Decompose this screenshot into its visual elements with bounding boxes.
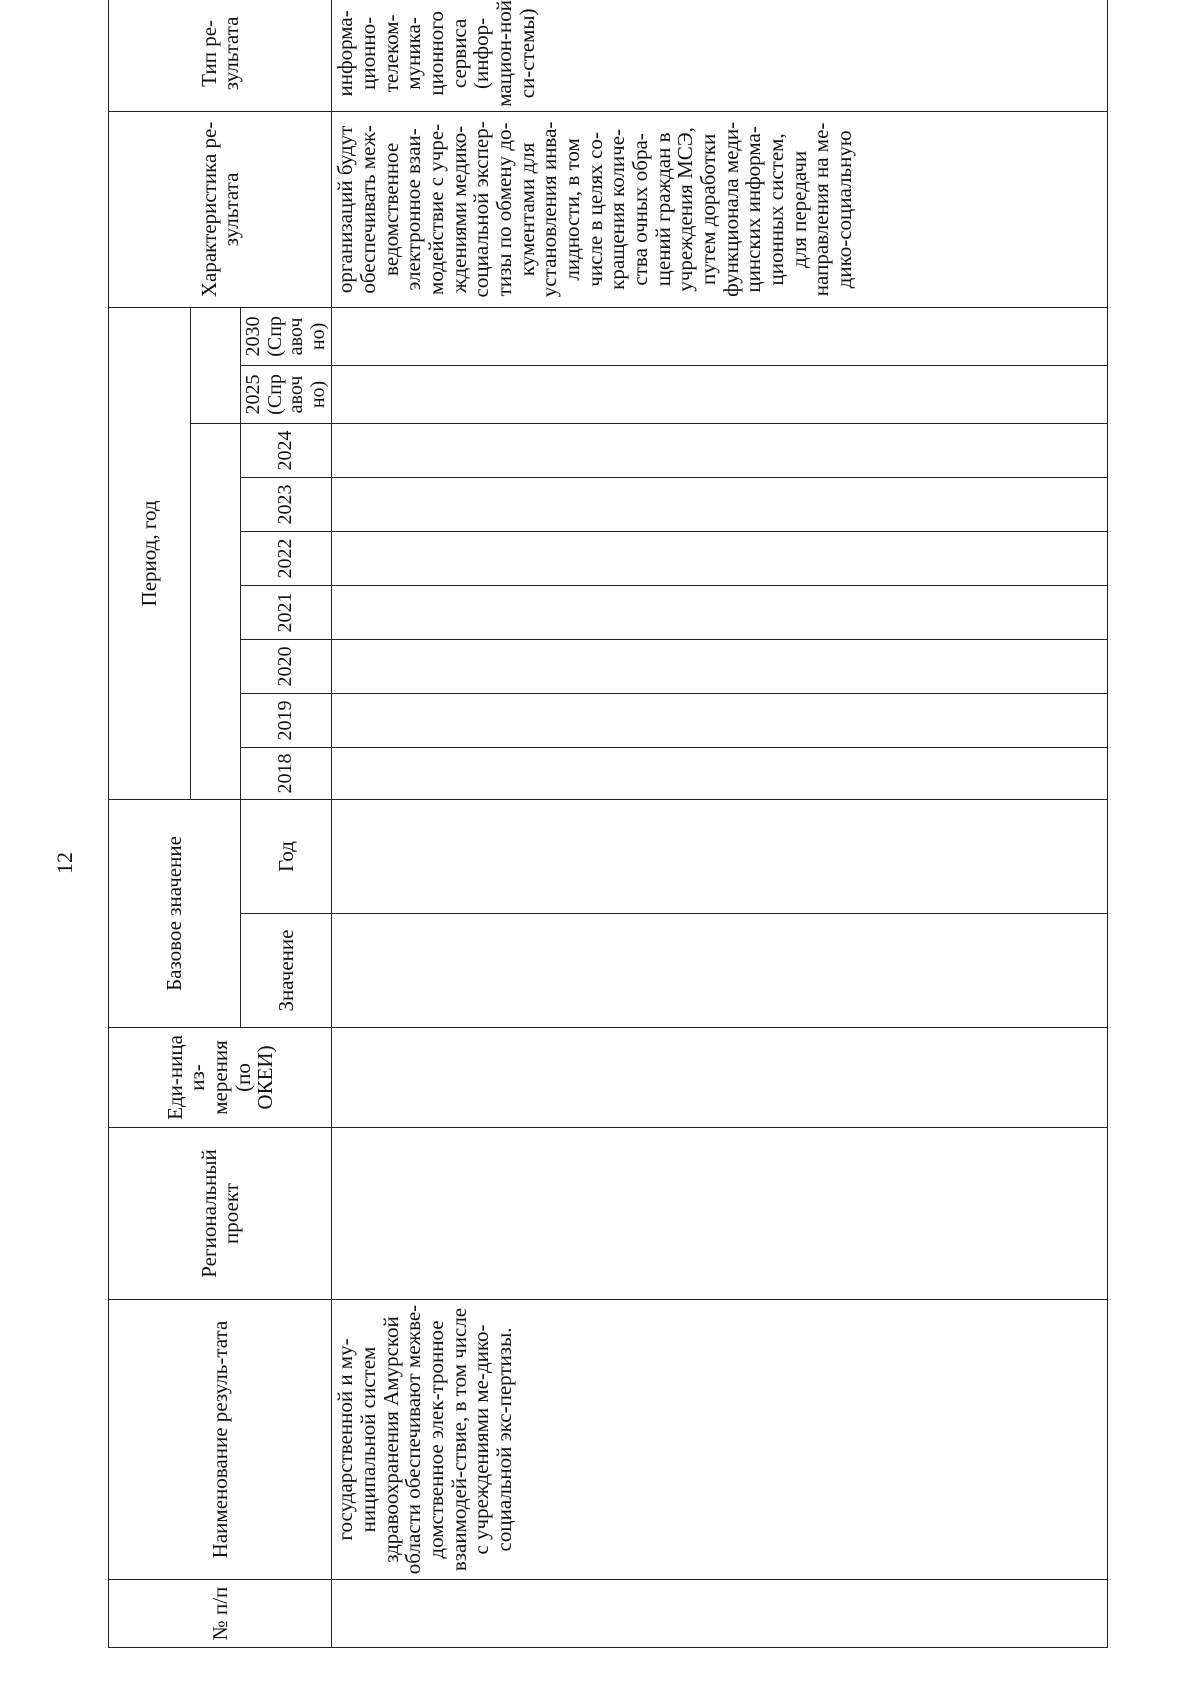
cell-num (332, 1580, 1108, 1648)
cell-base-value (332, 914, 1108, 1028)
page-number: 12 (52, 852, 77, 874)
rotated-table-sheet (108, 0, 1108, 1648)
period-spacer-2 (191, 307, 241, 423)
cell-year (332, 585, 1108, 639)
cell-year (332, 693, 1108, 747)
cell-characteristic: организаций будут обеспечивать меж-ведомственное электронное взаи-модействие с учре-ждениями медико-социальной экспер-тизы по обмену до-кументами для установления инва-лидности, в том числе в целях со-кращения количе-ства очных обра-щений граждан в учреждения МСЭ, путем доработки функционала меди-цинских информа-ционных систем, для передачи направления на ме-дико-социальную (332, 111, 1108, 307)
header-year: 2023 (241, 477, 332, 531)
header-year: 2022 (241, 531, 332, 585)
header-project: Региональный проект (109, 1128, 332, 1300)
cell-year (332, 307, 1108, 365)
header-base-value: Значение (241, 914, 332, 1028)
header-name: Наименование резуль-тата (109, 1300, 332, 1580)
header-year: 2030 (Спр авоч но) (241, 307, 332, 365)
cell-project (332, 1128, 1108, 1300)
header-year: 2019 (241, 693, 332, 747)
header-base-year: Год (241, 799, 332, 913)
cell-year (332, 747, 1108, 799)
header-year: 2020 (241, 639, 332, 693)
results-table (108, 0, 1108, 1648)
cell-year (332, 477, 1108, 531)
header-year: 2025 (Спр авоч но) (241, 365, 332, 423)
header-year: 2018 (241, 747, 332, 799)
header-period: Период, год (109, 307, 191, 799)
cell-unit (332, 1028, 1108, 1128)
header-unit: Еди-ница из-мерения (по ОКЕИ) (109, 1028, 332, 1128)
cell-year (332, 639, 1108, 693)
header-base: Базовое значение (109, 799, 241, 1027)
header-year: 2024 (241, 423, 332, 477)
cell-year (332, 365, 1108, 423)
header-type: Тип ре-зультата (109, 0, 332, 111)
cell-year (332, 531, 1108, 585)
cell-year (332, 423, 1108, 477)
cell-base-year (332, 799, 1108, 913)
cell-name: государственной и му-ниципальной систем здравоохранения Амурской области обеспечивают межве-домственное элек-тронное взаимодей-ствие, в том числе с учреждениями ме-дико-социальной экс-пертизы. (332, 1300, 1108, 1580)
period-spacer (191, 423, 241, 799)
header-year: 2021 (241, 585, 332, 639)
table-row (332, 0, 1108, 1648)
header-num: № п/п (109, 1580, 332, 1648)
cell-type: информа-ционно-телеком-муника-ционного сервиса (инфор-мацион-ной си-стемы) (332, 0, 1108, 111)
header-characteristic: Характеристика ре-зультата (109, 111, 332, 307)
